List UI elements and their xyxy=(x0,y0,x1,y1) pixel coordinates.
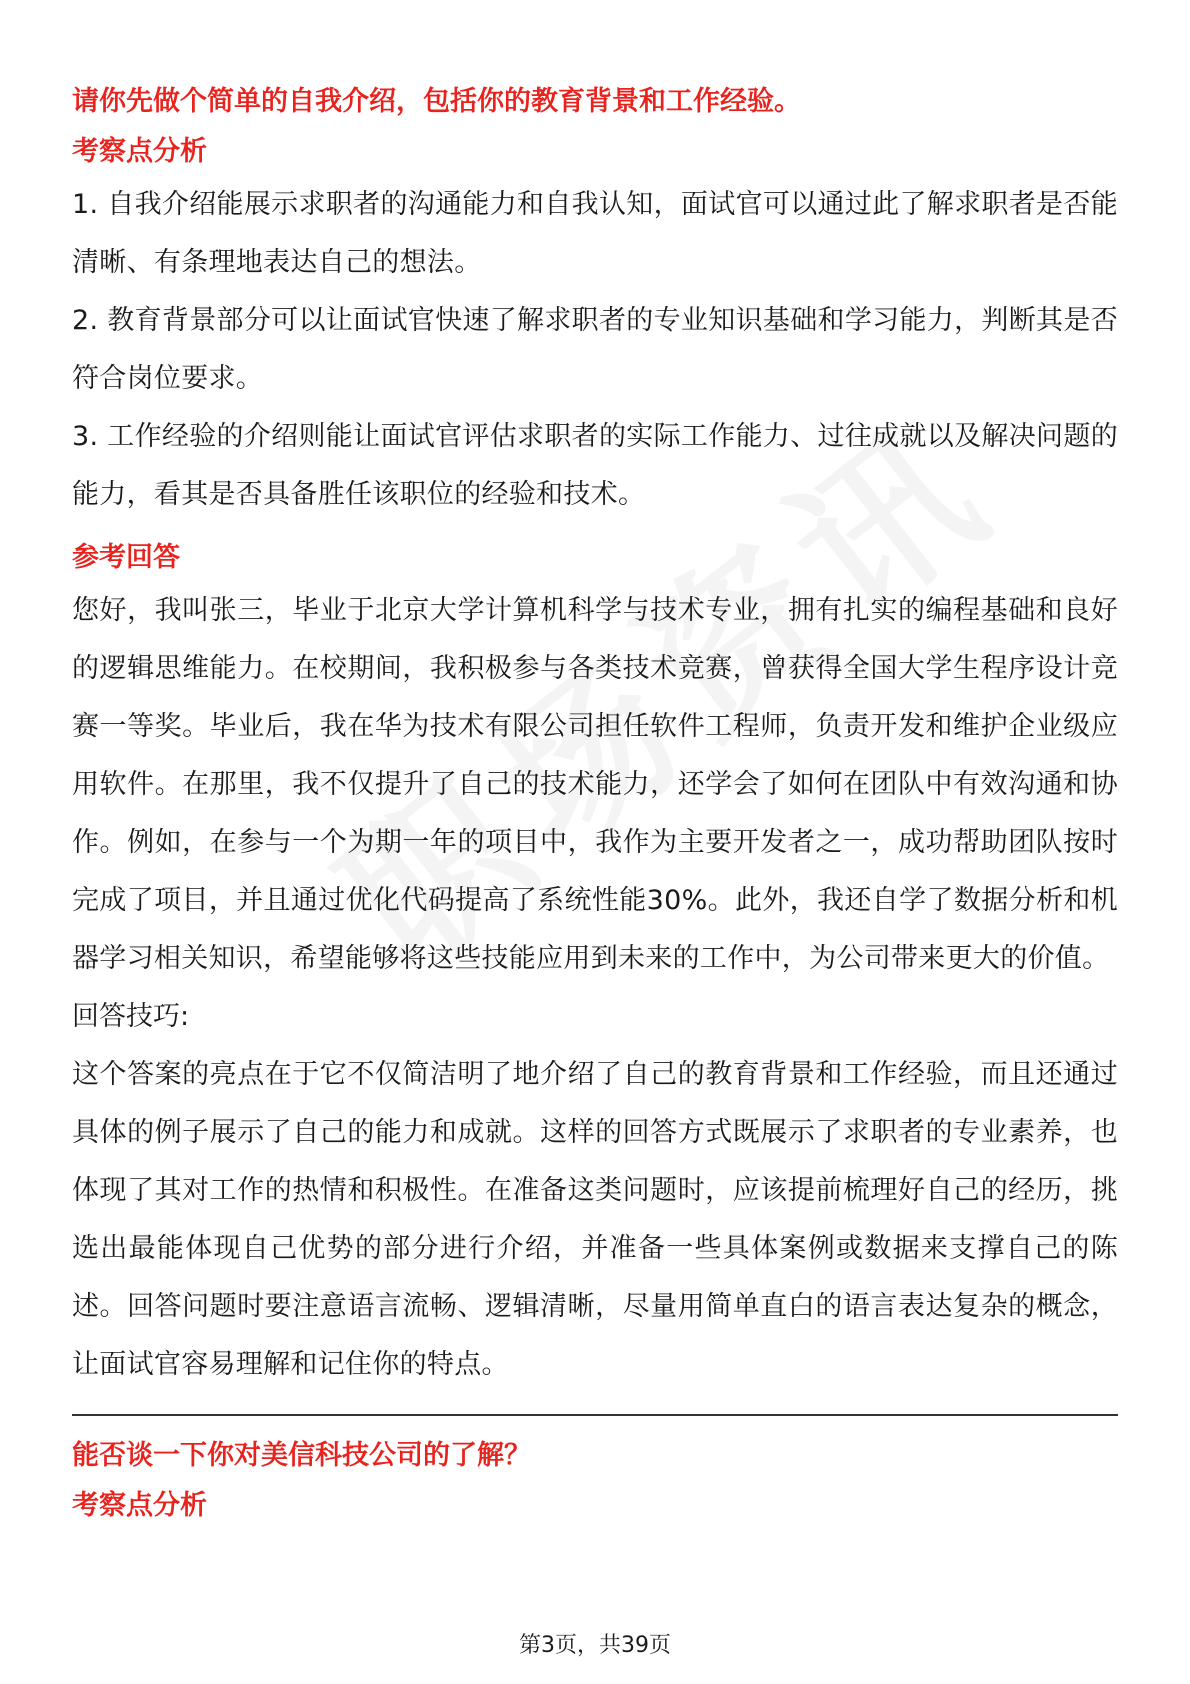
page-indicator: 第3页，共39页 xyxy=(519,1633,671,1658)
answer-tips-label: 回答技巧: xyxy=(72,1001,190,1032)
question-2-title: 能否谈一下你对美信科技公司的了解？ xyxy=(72,1440,531,1471)
question-1-analysis-heading: 考察点分析 xyxy=(72,136,207,167)
analysis-point-2: 2. 教育背景部分可以让面试官快速了解求职者的专业知识基础和学习能力，判断其是否符合岗位要求。 xyxy=(72,305,1118,394)
analysis-point-1: 1. 自我介绍能展示求职者的沟通能力和自我认知，面试官可以通过此了解求职者是否能清晰、有条理地表达自己的想法。 xyxy=(72,189,1118,278)
section-divider xyxy=(72,1414,1118,1416)
question-1-answer-heading: 参考回答 xyxy=(72,542,180,573)
analysis-point-3: 3. 工作经验的介绍则能让面试官评估求职者的实际工作能力、过往成就以及解决问题的能力，看其是否具备胜任该职位的经验和技术。 xyxy=(72,421,1118,510)
answer-tips-text: 这个答案的亮点在于它不仅简洁明了地介绍了自己的教育背景和工作经验，而且还通过具体的例子展示了自己的能力和成就。这样的回答方式既展示了求职者的专业素养，也体现了其对工作的热情和积极性。在准备这类问题时，应该提前梳理好自己的经历，挑选出最能体现自己优势的部分进行介绍，并准备一些具体案例或数据来支撑自己的陈述。回答问题时要注意语言流畅、逻辑清晰，尽量用简单直白的语言表达复杂的概念，让面试官容易理解和记住你的特点。 xyxy=(72,1059,1118,1380)
question-1-answer-text: 您好，我叫张三，毕业于北京大学计算机科学与技术专业，拥有扎实的编程基础和良好的逻辑思维能力。在校期间，我积极参与各类技术竞赛，曾获得全国大学生程序设计竞赛一等奖。毕业后，我在华为技术有限公司担任软件工程师，负责开发和维护企业级应用软件。在那里，我不仅提升了自己的技术能力，还学会了如何在团队中有效沟通和协作。例如，在参与一个为期一年的项目中，我作为主要开发者之一，成功帮助团队按时完成了项目，并且通过优化代码提高了系统性能30%。此外，我还自学了数据分析和机器学习相关知识，希望能够将这些技能应用到未来的工作中，为公司带来更大的价值。 xyxy=(72,595,1118,974)
question-1-title: 请你先做个简单的自我介绍，包括你的教育背景和工作经验。 xyxy=(72,86,801,117)
document-page xyxy=(72,82,1118,1530)
question-2-analysis-heading: 考察点分析 xyxy=(72,1490,207,1521)
